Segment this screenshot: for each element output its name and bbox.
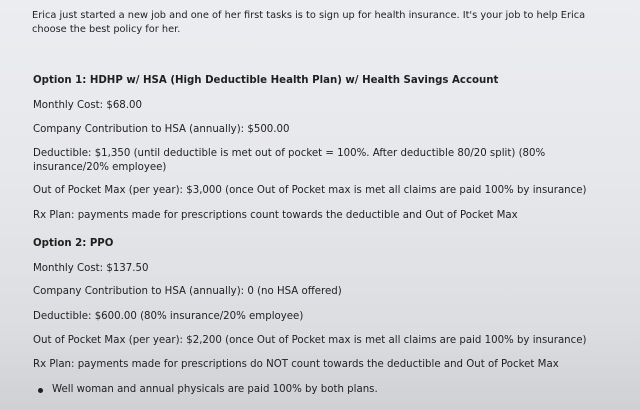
option1-company-contribution: Company Contribution to HSA (annually): $500.00 [33,124,290,135]
bullet-icon [38,388,43,393]
option2-out-of-pocket-max: Out of Pocket Max (per year): $2,200 (once Out of Pocket max is met all claims are paid 100% by insurance) [33,335,587,346]
option2-heading: Option 2: PPO [33,238,114,249]
bullet-list-item [38,383,378,397]
option2-rx-plan: Rx Plan: payments made for prescriptions do NOT count towards the deductible and Out of Pocket Max [33,359,559,370]
option1-deductible: Deductible: $1,350 (until deductible is met out of pocket = 100%. After deductible 80/20 split) (80% insurance/20% employee) [33,148,546,173]
option1-rx-plan: Rx Plan: payments made for prescriptions count towards the deductible and Out of Pocket Max [33,210,518,221]
intro-paragraph: Erica just started a new job and one of her first tasks is to sign up for health insurance. It's your job to help Erica choose the best policy for her. [32,10,586,35]
option2-company-contribution: Company Contribution to HSA (annually): 0 (no HSA offered) [33,286,342,297]
option1-heading: Option 1: HDHP w/ HSA (High Deductible Health Plan) w/ Health Savings Account [33,75,499,86]
option2-monthly-cost: Monthly Cost: $137.50 [33,263,149,274]
option1-monthly-cost: Monthly Cost: $68.00 [33,100,142,111]
option1-out-of-pocket-max: Out of Pocket Max (per year): $3,000 (once Out of Pocket max is met all claims are paid 100% by insurance) [33,185,587,196]
option2-deductible: Deductible: $600.00 (80% insurance/20% employee) [33,311,304,322]
bullet-text: Well woman and annual physicals are paid 100% by both plans. [52,384,378,395]
